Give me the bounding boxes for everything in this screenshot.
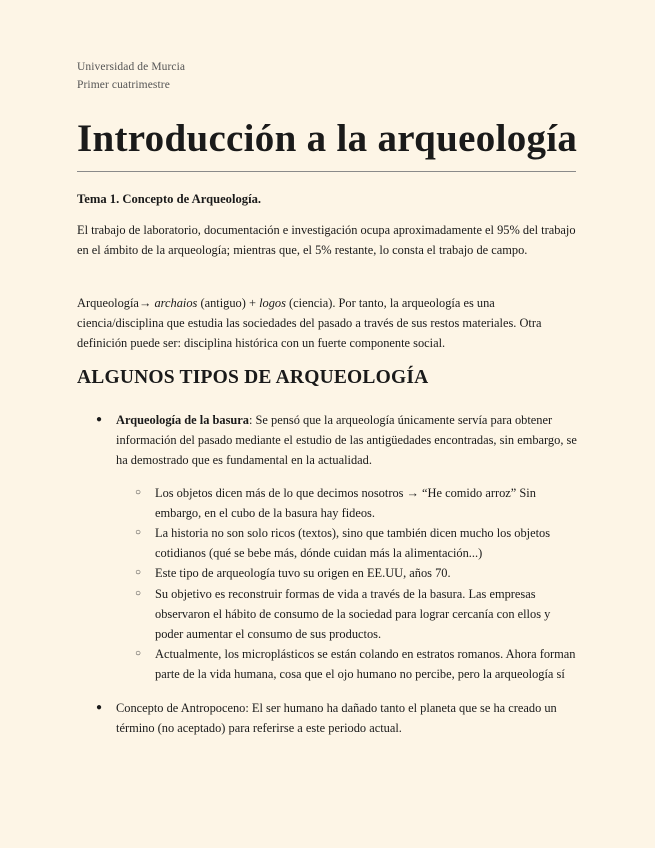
arrow-icon: → — [138, 296, 152, 310]
definition-text-2: (ciencia). Por tanto, la arqueología es una ciencia/disciplina que estudia las sociedades del pasado a través de sus restos materiales. Otra definición puede ser: disciplina histórica con un fuerte componente social. — [77, 296, 542, 351]
sub-list-item — [116, 584, 577, 645]
sub-list-item — [116, 483, 577, 523]
item-text: Concepto de Antropoceno: El ser humano ha dañado tanto el planeta que se ha creado un término (no aceptado) para referirse a este periodo actual. — [116, 700, 557, 735]
circle-bullet-icon: ○ — [135, 648, 142, 660]
item-title: Arqueología de la basura — [116, 413, 249, 427]
header-semester: Primer cuatrimestre — [77, 79, 170, 91]
topic-heading: Tema 1. Concepto de Arqueología. — [77, 192, 262, 206]
bullet-icon: ● — [96, 414, 103, 425]
page-title: Introducción a la arqueología — [77, 117, 578, 160]
circle-bullet-icon: ○ — [135, 486, 142, 498]
archaeology-types-list — [77, 410, 577, 738]
header-university: Universidad de Murcia — [77, 61, 186, 73]
section-heading: ALGUNOS TIPOS DE ARQUEOLOGÍA — [77, 367, 429, 388]
term-archaios: archaios — [154, 296, 198, 310]
circle-bullet-icon: ○ — [135, 587, 142, 599]
sub-item-text: Este tipo de arqueología tuvo su origen en EE.UU, años 70. — [155, 566, 451, 581]
title-divider — [77, 171, 576, 172]
paragraph-laboratory: El trabajo de laboratorio, documentación e investigación ocupa aproximadamente el 95% del trabajo en el ámbito de la arqueología; mientras que, el 5% restante, lo consta el trabajo de campo. — [77, 223, 576, 258]
term-logos: logos — [259, 296, 286, 310]
sub-list-item — [116, 644, 577, 684]
circle-bullet-icon: ○ — [135, 567, 142, 579]
sub-list-item — [116, 563, 577, 583]
sub-list-item — [116, 523, 577, 563]
definition-word: Arqueología — [77, 296, 139, 310]
sub-item-text: Su objetivo es reconstruir formas de vida a través de la basura. Las empresas observaron el hábito de consumo de la sociedad para lograr cercanía con ellos y poder aumentar el consumo de sus productos. — [155, 586, 551, 642]
sub-list — [116, 483, 577, 685]
sub-item-text: Los objetos dicen más de lo que decimos nosotros → “He comido arroz” Sin embargo, en el cubo de la basura hay fideos. — [155, 485, 536, 520]
circle-bullet-icon: ○ — [135, 527, 142, 539]
list-item-basura — [77, 410, 577, 685]
definition-text-1: (antiguo) + — [197, 296, 260, 310]
paragraph-definition — [77, 293, 577, 354]
sub-item-text: La historia no son solo ricos (textos), sino que también dicen mucho los objetos cotidianos (qué se bebe más, dónde cuidan más la alimentación...) — [155, 526, 551, 561]
bullet-icon: ● — [96, 701, 103, 713]
item-text: : Se pensó que la arqueología únicamente servía para obtener información del pasado mediante el estudio de las antigüedades encontradas, sin embargo, se ha demostrado que es fundamental en la actualidad. — [116, 413, 577, 468]
list-item-antropoceno — [77, 698, 577, 738]
sub-item-text: Actualmente, los microplásticos se están colando en estratos romanos. Ahora forman parte de la vida humana, cosa que el ojo humano no percibe, pero la arqueología sí — [155, 647, 576, 682]
